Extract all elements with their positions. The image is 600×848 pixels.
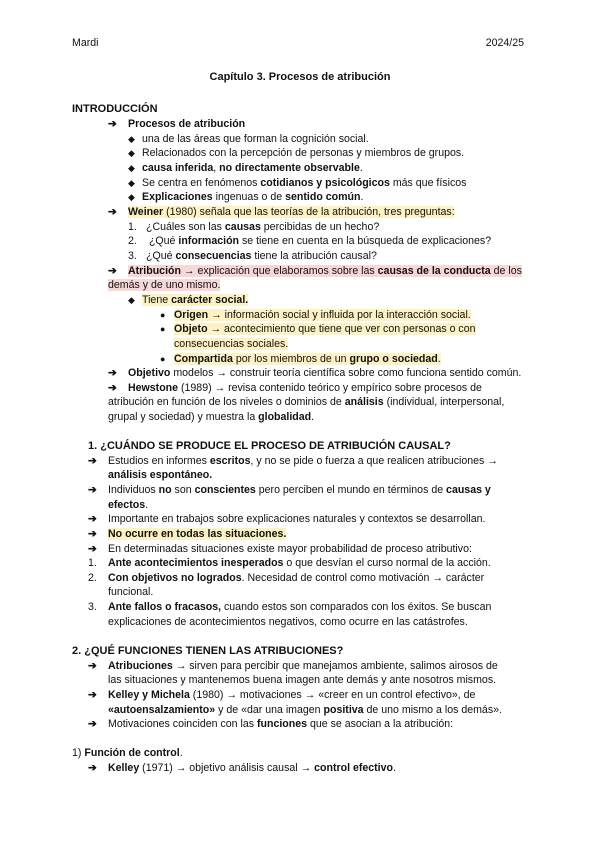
list-item: ➔ Motivaciones coinciden con las funciones que se asocian a la atribución: — [88, 718, 454, 730]
list-item-continued: funcional. — [108, 586, 154, 598]
page-title: Capítulo 3. Procesos de atribución — [209, 71, 391, 83]
list-item: ● Origen → información social y influida por la interacción social. — [160, 309, 471, 321]
list-item: ➔ Objetivo modelos → construir teoría científica sobre como funciona sentido común. — [108, 367, 522, 379]
list-item: ➔ Estudios en informes escritos, y no se pide o fuerza a que realicen atribuciones → — [88, 455, 498, 467]
list-item: ➔ Individuos no son conscientes pero perciben el mundo en términos de causas y — [88, 484, 491, 496]
list-item: 2. ¿Qué información se tiene en cuenta en la búsqueda de explicaciones? — [128, 235, 492, 247]
list-item: ➔ En determinadas situaciones existe mayor probabilidad de proceso atributivo: — [88, 543, 472, 555]
list-item: ➔ Weiner (1980) señala que las teorías de la atribución, tres preguntas: — [108, 206, 455, 218]
list-item: 3. ¿Qué consecuencias tiene la atribución causal? — [128, 250, 377, 262]
dot-bullet-icon: ● — [160, 310, 166, 320]
arrow-icon: ➔ — [108, 382, 117, 394]
arrow-icon: ➔ — [88, 543, 97, 555]
arrow-icon: ➔ — [108, 265, 117, 277]
section-3-heading: 1) Función de control. — [72, 747, 183, 759]
intro-heading: INTRODUCCIÓN — [72, 103, 158, 115]
list-item: ➔ Importante en trabajos sobre explicaciones naturales y contextos se desarrollan. — [88, 513, 486, 525]
diamond-bullet-icon: ◆ — [128, 134, 135, 144]
arrow-icon: ➔ — [108, 367, 117, 379]
arrow-icon: ➔ — [88, 513, 97, 525]
list-item: 1. ¿Cuáles son las causas percibidas de un hecho? — [128, 221, 380, 233]
list-item: ● Objeto → acontecimiento que tiene que ver con personas o con — [160, 323, 476, 335]
list-item: 2. Con objetivos no logrados. Necesidad de control como motivación → carácter — [88, 572, 485, 584]
list-item: ➔ Kelley (1971) → objetivo análisis causal → control efectivo. — [88, 762, 396, 774]
list-item: ◆ causa inferida, no directamente observable. — [128, 162, 363, 174]
list-item: ➔ Procesos de atribución — [108, 118, 246, 130]
list-item: ➔ Kelley y Michela (1980) → motivaciones → «creer en un control efectivo», de — [88, 689, 476, 701]
arrow-icon: ➔ — [108, 118, 117, 130]
arrow-icon: ➔ — [88, 718, 97, 730]
list-item-continued: las situaciones y mantenemos buena imagen ante demás y ante nosotros mismos. — [108, 674, 497, 686]
list-item: ◆ Relacionados con la percepción de personas y miembros de grupos. — [128, 147, 465, 159]
list-item-continued: análisis espontáneo. — [108, 469, 213, 481]
header-left: Mardi — [72, 37, 99, 49]
list-item: ◆ una de las áreas que forman la cognición social. — [128, 133, 369, 145]
list-item: ➔ Atribución → explicación que elaboramos sobre las causas de la conducta de los — [108, 265, 522, 277]
arrow-icon: ➔ — [88, 689, 97, 701]
arrow-icon: ➔ — [88, 660, 97, 672]
list-item: ● Compartida por los miembros de un grupo o sociedad. — [160, 353, 441, 365]
diamond-bullet-icon: ◆ — [128, 192, 135, 202]
arrow-icon: ➔ — [88, 484, 97, 496]
dot-bullet-icon: ● — [160, 324, 166, 334]
list-item: ◆ Se centra en fenómenos cotidianos y psicológicos más que físicos — [128, 177, 467, 189]
diamond-bullet-icon: ◆ — [128, 295, 135, 305]
list-item-continued: demás y de uno mismo. — [108, 279, 221, 291]
diamond-bullet-icon: ◆ — [128, 178, 135, 188]
list-item: 1. Ante acontecimientos inesperados o que desvían el curso normal de la acción. — [88, 557, 491, 569]
section-2-heading: 2. ¿QUÉ FUNCIONES TIENEN LAS ATRIBUCIONES? — [72, 645, 344, 657]
list-item-continued: grupal y sociedad) y muestra la globalidad. — [108, 411, 315, 423]
list-item: 3. Ante fallos o fracasos, cuando estos son comparados con los éxitos. Se buscan — [88, 601, 492, 613]
list-item-continued: explicaciones de acontecimientos negativos, como ocurre en las catástrofes. — [108, 616, 468, 628]
diamond-bullet-icon: ◆ — [128, 148, 135, 158]
list-item: ➔ Hewstone (1989) → revisa contenido teórico y empírico sobre procesos de — [108, 382, 482, 394]
list-item-continued: «autoensalzamiento» y de «dar una imagen positiva de uno mismo a los demás». — [108, 704, 502, 716]
header-right: 2024/25 — [485, 37, 524, 49]
arrow-icon: ➔ — [88, 455, 97, 467]
list-item: ➔ Atribuciones → sirven para percibir que manejamos ambiente, salimos airosos de — [88, 660, 498, 672]
section-1-heading: 1. ¿CUÁNDO SE PRODUCE EL PROCESO DE ATRIBUCIÓN CAUSAL? — [88, 440, 451, 452]
list-item: ➔ No ocurre en todas las situaciones. — [88, 528, 287, 540]
diamond-bullet-icon: ◆ — [128, 163, 135, 173]
list-item-continued: atribución en función de los niveles o dominios de análisis (individual, interpersonal, — [108, 396, 505, 408]
arrow-icon: ➔ — [108, 206, 117, 218]
dot-bullet-icon: ● — [160, 354, 166, 364]
arrow-icon: ➔ — [88, 528, 97, 540]
list-item-continued: consecuencias sociales. — [174, 338, 289, 350]
list-item: ◆ Explicaciones ingenuas o de sentido común. — [128, 191, 364, 203]
arrow-icon: ➔ — [88, 762, 97, 774]
list-item: ◆ Tiene carácter social. — [128, 294, 249, 306]
list-item-continued: efectos. — [108, 499, 149, 511]
